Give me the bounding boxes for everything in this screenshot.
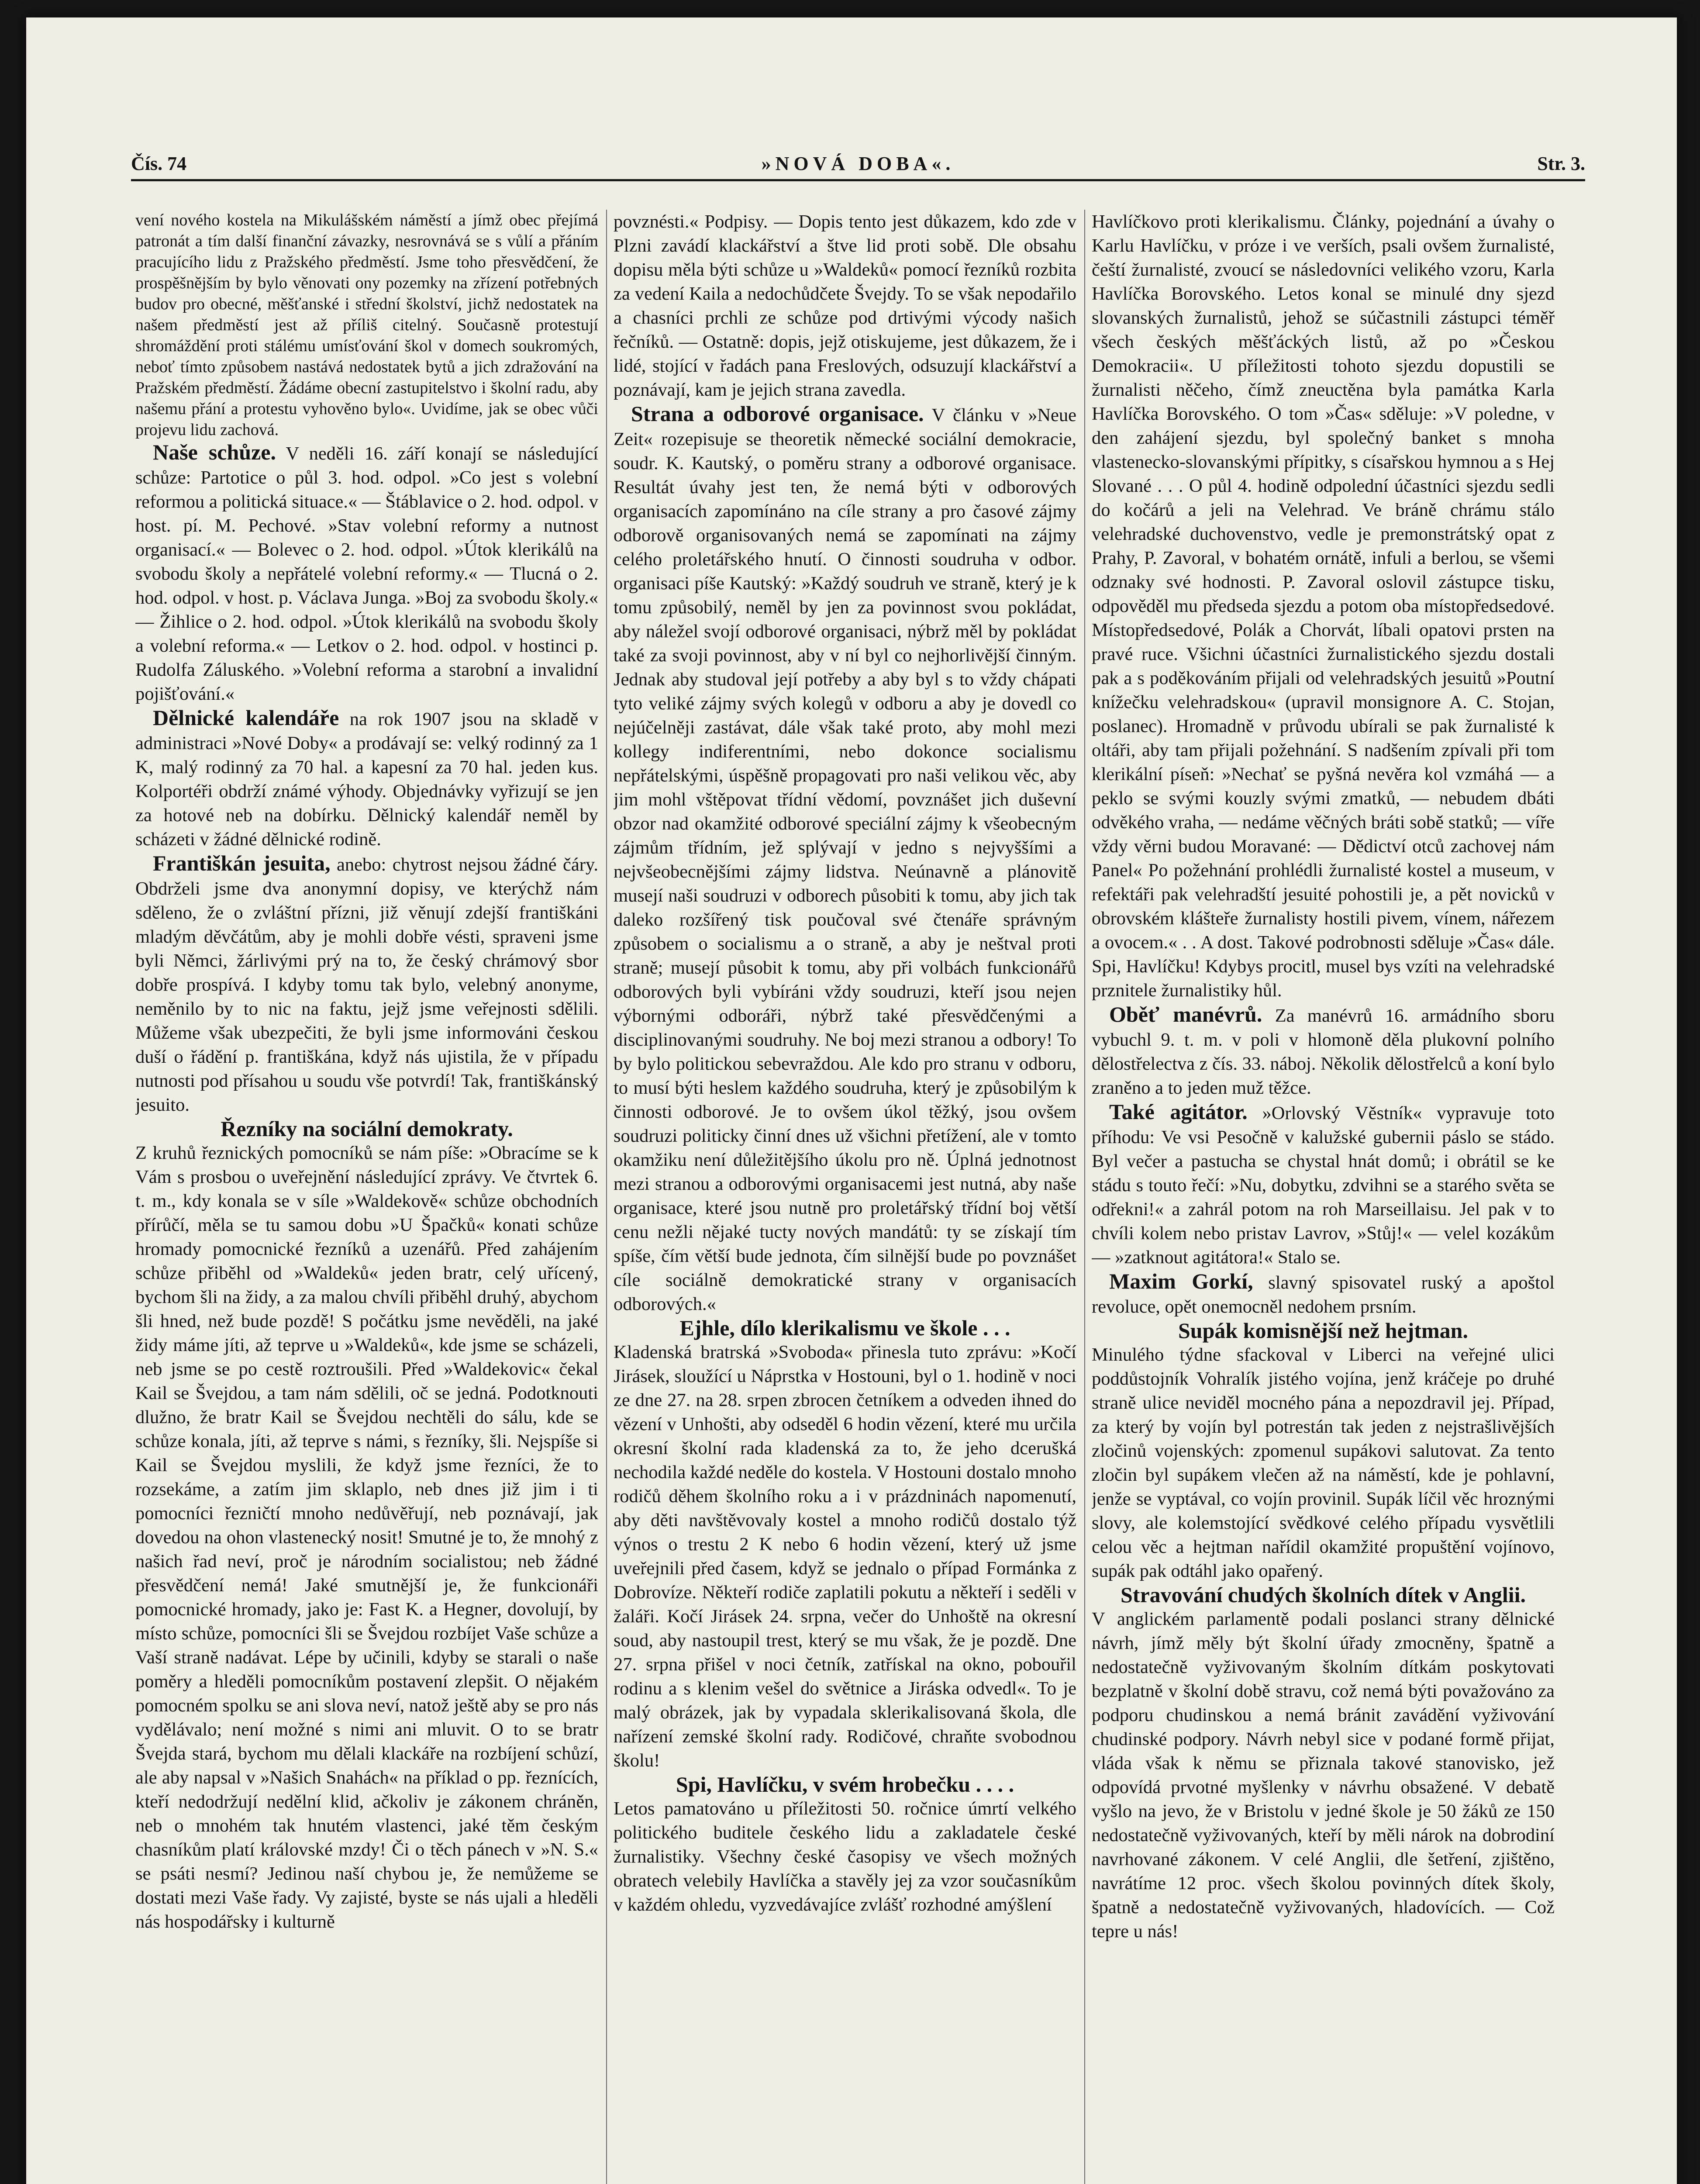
- article-paragraph: [135, 706, 598, 851]
- article-heading: Supák komisnější než hejtman.: [1178, 1318, 1468, 1343]
- article-text: Minulého týdne sfackoval v Liberci na veřejné ulici poddůstojník Vohralík jistého vojína, jenž kráčeje po druhé straně ulice neviděl mocného pána a nepozdravil jej. Případ, za který by vojín byl potrestán tak jeden z nejstrašlivějších zločinů vojenských: zpomenul supákovi salutovat. Za tento zločin byl supákem vlečen až na náměstí, kde je pohlavní, jenže se vyptával, co vojín provinil. Supák líčil věc hroznými slovy, ale kolemstojící svědkové celého případu vysvětlili celou věc a hejtman nařídil okamžité propuštění vojínovo, supák pak odtáhl jako opařený.: [1092, 1344, 1555, 1581]
- article-text: Kladenská bratrská »Svoboda« přinesla tuto zprávu: »Kočí Jirásek, sloužící u Náprstka v Hostouni, byl o 1. hodině v noci ze dne 27. na 28. srpen zbrocen četníkem a odveden ihned do vězení v Unhošti, aby odseděl 6 hodin vězení, které mu určila okresní školní rada kladenská za to, že jeho dcerušká nechodila každé neděle do kostela. V Hostouni dostalo mnoho rodičů děhem školního roku a i v prázdninách napomenutí, aby děti navštěvovaly kostel a mnoho rodičů dostalo týž výnos o trestu 2 K nebo 6 hodin vězení, který už jsme uveřejnili před časem, když se jednalo o případ Formánka z Dobrovíze. Někteří rodiče zaplatili pokutu a někteří i seděli v žaláři. Kočí Jirásek 24. srpna, večer do Unhoště na okresní soud, aby nastoupil trest, který se mu však, že je pozdě. Dne 27. srpna přišel v noci četník, zatřískal na okno, pobouřil rodinu a s klenim vešel do světnice a Jiráska odvedl«. To je malý obrázek, jak by vypadala sklerikalisovaná škola, dle nařízení zemské školní rady. Rodičové, chraňte svobodnou školu!: [614, 1342, 1076, 1771]
- article-paragraph: [1092, 1319, 1555, 1583]
- article-heading: Řezníky na sociální demokraty.: [221, 1116, 513, 1141]
- article-paragraph: [1092, 1100, 1555, 1269]
- article-paragraph: [614, 1316, 1076, 1773]
- article-heading: Františkán jesuita,: [153, 851, 331, 875]
- article-heading: Dělnické kalendáře: [153, 705, 339, 730]
- article-heading: Strana a odborové organisace.: [631, 401, 924, 426]
- column-divider: [1084, 210, 1085, 2184]
- issue-number: Čís. 74: [131, 153, 187, 174]
- article-heading: Naše schůze.: [153, 440, 276, 464]
- article-text: Z kruhů řeznických pomocníků se nám píše: »Obracíme se k Vám s prosbou o uveřejnění následující zprávy. Ve čtvrtek 6. t. m., kdy konala se v síle »Waldekově« schůze obchodních přírůčí, měla se tu samou dobu »U Špačků« konati schůze hromady pomocnické řezníků a uzenářů. Před zahájením schůze přiběhl od »Waldeků« jeden bratr, celý uřícený, bychom šli na židy, a za malou chvíli přiběhl druhý, abychom šli hned, než bude pozdě! S počátku jsme nevěděli, na jaké židy máme jíti, až teprve u »Waldeků«, kde jsme se scházeli, neb jsme se po cestě roztroušili. Před »Waldekovic« čekal Kail se Švejdou, a tam nám sdělili, oč se jedná. Podotknouti dlužno, že bratr Kail se Švejdou nechtěli do sálu, kde se schůze konala, jíti, až teprve s námi, s řezníky, šli. Nejspíše si Kail se Švejdou myslili, že když jsme řezníci, že to rozsekáme, a zatím jim sklaplo, neb dnes již jim i ti pomocníci řezničtí mnoho nedůvěřují, neb poznávají, jak dovedou na ohon vlastenecký nosit! Smutné je to, že mnohý z našich řad neví, proč je národním socialistou; neb žádné přesvědčení nemá! Jaké smutnější je, že funkcionáři pomocnické hromady, jako je: Fast K. a Hegner, dovolují, by místo schůze, pomocníci šli se Švejdou rozbíjet Vaše schůze a Vaší straně nadávat. Lépe by učinili, kdyby se starali o naše poměry a hleděli pomocníkům postavení zlepšit. O nějakém pomocném spolku se ani slova neví, natož ještě aby se pro nás vydělávalo; není možné s nimi ani mluvit. O to se bratr Švejda stará, bychom mu dělali klackáře na rozbíjení schůzí, ale aby napsal v »Našich Snahách« na příklad o pp. řeznících, kteří nedodržují nedělní klid, ačkoliv je zákonem chráněn, neb o mnohém tak hnutém vlastenci, jaké těm českým chasníkům platí královské mzdy! Či o těch pánech v »N. S.« se psáti nesmí? Jedinou naší chybou je, že nemůžeme se dostati mezi Vaše řady. Vy zajisté, byste se nás ujali a hleděli nás hospodářsky i kulturně: [135, 1143, 598, 1932]
- article-text: Za manévrů 16. armádního sboru vybuchl 9. t. m. v poli v hlomoně děla plukovní polního dělostřelectva z čís. 33. náboj. Několik dělostřelců a koní bylo zraněno a to jeden muž těžce.: [1092, 1006, 1555, 1098]
- article-paragraph: [1092, 1269, 1555, 1319]
- article-text: na rok 1907 jsou na skladě v administraci »Nové Doby« a prodávají se: velký rodinný za 1 K, malý rodinný za 70 hal. a kapesní za 70 hal. jeden kus. Kolportéři obdrží známé výhody. Objednávky vyřizují se jen za hotové neb na dobírku. Dělnický kalendář neměl by scházeti v žádné dělnické rodině.: [135, 709, 598, 850]
- article-heading: Spi, Havlíčku, v svém hrobečku . . . .: [676, 1772, 1014, 1797]
- article-paragraph: [1092, 1002, 1555, 1100]
- article-text: V článku v »Neue Zeit« rozepisuje se theoretik německé sociální demokracie, soudr. K. Kautský, o poměru strany a odborové organisace. Resultát úvahy jest ten, že nemá býti v odborových organisacích zapomínáno na cíle strany a pro časové zájmy odborově organisovaných nemá se zapomínati na zájmy celého proletářského hnutí. O činnosti soudruha v odbor. organisaci píše Kautský: »Každý soudruh ve straně, který je k tomu způsobilý, neměl by jen za povinnost svou pokládat, aby náležel svojí odborové organisaci, nýbrž měl by pokládat také za svoji povinnost, aby v ní byl co nejhorlivější činným. Jednak aby studoval její potřeby a aby byl s to vždy chápati tyto veliké zájmy svých kolegů v odboru a aby je dovedl co nejúčelněji zastávat, dále však také proto, aby mohl mezi kollegy indiferentními, nebo dokonce socialismu nepřátelskými, úspěšně propagovati pro naši velikou věc, aby jim mohl vštěpovat třídní vědomí, povznášet jich duševní obzor nad okamžité odborové speciální zájmy k všeobecným zájmům třídním, jež splývají v jedno s nejvyššími a nejvšeobecnějšími zájmy lidstva. Neúnavně a plánovitě musejí naši soudruzi v odborech působiti k tomu, aby jich tak daleko rozšířený tisk poučoval své čtenáře správným způsobem o socialismu a o straně, a aby je neštval proti straně; musejí působit k tomu, aby při volbách funkcionářů odborových byli vybíráni vždy soudruzi, kteří jsou nejen výbornými odboráři, nýbrž také přesvědčenými a disciplinovanými soudruhy. Ne boj mezi stranou a odbory! To by bylo politickou sebevraždou. Ale kdo pro stranu v odboru, to musí býti heslem každého soudruha, který je způsobilým k činnosti odborové. Je to ovšem úkol těžký, jsou ovšem soudruzi politicky činní dnes už všichni přetížení, ale v tomto okamžiku není důležitějšího úkolu pro ně. Úplná jednotnost mezi stranou a odborovými organisacemi jest nutná, aby naše organisace, které jsou nutně pro proletářský třídní boj větší cenu nežli nějaké tucty nových mandátů: ty se získají tím spíše, čím větší bude jednota, čím silnější bude po povznášet cíle sociálně demokratické strany v organisacích odborových.«: [614, 405, 1076, 1314]
- article-heading: Stravování chudých školních dítek v Anglii.: [1120, 1583, 1526, 1607]
- article-text: slavný spisovatel ruský a apoštol revoluce, opět onemocněl nedohem prsním.: [1092, 1272, 1555, 1317]
- article-text: V anglickém parlamentě podali poslanci strany dělnické návrh, jímž měly být školní úřady zmocněny, špatně a nedostatečně vyživovaným školním dítkám poskytovati bezplatně v školní době stravu, což nemá býti považováno za podporu chudinskou a nemá bránit zavádění vyživování chudinské podpory. Návrh nebyl sice v podané formě přijat, vláda však k němu se přiznala takové stanovisko, jež odpovídá prvotné myšlenky v návrhu obsažené. V debatě vyšlo na jevo, že v Bristolu v jedné škole je 50 žáků ze 150 nedostatečně vyživovaných, kteří by měli nárok na dobrodiní navrhované zákonem. V celé Anglii, dle šetření, zjištěno, navrátíme 12 proc. všech školou povinných dítek školy, špatně a nedostatečně vyživovaných, hladovících. — Což tepre u nás!: [1092, 1609, 1555, 1942]
- article-text: povznésti.« Podpisy. — Dopis tento jest důkazem, kdo zde v Plzni zavádí klackářství a štve lid proti sobě. Dle obsahu dopisu měla býti schůze u »Waldeků« pomocí řezníků rozbita za vedení Kaila a nedochůdčete Švejdy. To se však nepodařilo a chasníci prchli ze schůze pod drtivými výcody našich řečníků. — Ostatně: dopis, jejž otiskujeme, jest důkazem, že i lidé, stojící v řadách pana Freslových, odsuzují klackářství a poznávají, kam je jejich strana zavedla.: [614, 211, 1076, 400]
- column-3: [1092, 210, 1555, 2184]
- article-paragraph: [135, 1117, 598, 1934]
- article-text: anebo: chytrost nejsou žádné čáry. Obdrželi jsme dva anonymní dopisy, ve kterýchž nám sděleno, že o zvláštní přízni, již věnují zdejší františkáni mladým děvčátům, aby je mohli dobře vésti, spraveni jsme byli Němci, žárlivými prý na to, že český chrámový sbor dobře prospívá. I kdyby tomu tak bylo, velebný anonyme, neměnilo by to nic na faktu, jejž jsme veřejnosti sdělili. Můžeme však ubezpečiti, že byli jsme informováni českou duší o řádění p. františkána, když nás ujistila, že v případu nutnosti pod přísahou u soudu vše potvrdí! Tak, františkánský jesuito.: [135, 854, 598, 1115]
- page-number: Str. 3.: [1537, 153, 1585, 174]
- article-text: »Orlovský Věstník« vypravuje toto příhodu: Ve vsi Pesočně v kalužské gubernii páslo se stádo. Byl večer a pastucha se chystal hnát domů; i obrátil se ke stádu s touto řečí: »Nu, dobytku, zdvihni se a starého světa se odřekni!« a zahrál potom na roh Marseillaisu. Jel pak v to chvíli kolem nebo pristav Lavrov, »Stůj!« — velel kozákům — »zatknout agitátora!« Stalo se.: [1092, 1103, 1555, 1268]
- article-heading: Také agitátor.: [1109, 1099, 1248, 1124]
- article-text: V neděli 16. září konají se následující schůze: Partotice o půl 3. hod. odpol. »Co jest s volební reformou a politická situace.« — Štáblavice o 2. hod. odpol. v host. pí. M. Pechové. »Stav volební reformy a nutnost organisací.« — Bolevec o 2. hod. odpol. »Útok klerikálů na svobodu školy a nepřátelé volební reformy.« — Tlucná o 2. hod. odpol. v host. p. Václava Junga. »Boj za svobodu školy.« — Žihlice o 2. hod. odpol. »Útok klerikálů na svobodu školy a volební reforma.« — Letkov o 2. hod. odpol. v hostinci p. Rudolfa Záluského. »Volební reforma a starobní a invalidní pojišťování.«: [135, 443, 598, 704]
- column-divider: [606, 210, 607, 2184]
- page-header: [131, 149, 1585, 181]
- article-paragraph: [135, 851, 598, 1117]
- article-heading: Maxim Gorkí,: [1109, 1269, 1253, 1293]
- article-paragraph: [135, 440, 598, 706]
- article-heading: Oběť manévrů.: [1109, 1002, 1262, 1026]
- article-paragraph: [614, 402, 1076, 1316]
- article-text: Letos pamatováno u příležitosti 50. ročnice úmrtí velkého politického buditele českého lidu a zakladatele české žurnalistiky. Všechny české časopisy ve všech možných obratech velebily Havlíčka a stavěly jej za vzor současníkům v každém ohledu, vyzvedávajíce zvlášť rozhodné amýšlení: [614, 1798, 1076, 1915]
- article-paragraph: [614, 1773, 1076, 1917]
- column-1: [135, 210, 598, 2184]
- article-text: Havlíčkovo proti klerikalismu. Články, pojednání a úvahy o Karlu Havlíčku, v próze i ve verších, psali ovšem žurnalisté, čeští žurnalisté, zvoucí se následovníci velikého vzoru, Karla Havlíčka Borovského. Letos konal se minulé dny sjezd slovanských žurnalistů, jehož se súčastnili zástupci téměř všech českých měšťáckých listů, až po »Českou Demokracii«. U příležitosti tohoto sjezdu dopustili se žurnalisti něčeho, čímž zneuctěna byla památka Karla Havlíčka Borovského. O tom »Čas« sděluje: »V poledne, v den zahájení sjezdu, byl společný banket s mnoha vlastenecko-slovanskými přípitky, s císařskou hymnou a s Hej Slované . . . O půl 4. hodině odpolední účastníci sjezdu sedli do kočárů a jeli na Velehrad. Ve bráně chrámu stálo velehradské duchovenstvo, vedle je premonstrátský opat z Prahy, P. Zavoral, v bohatém ornátě, infuli a berlou, se všemi odznaky své hodnosti. P. Zavoral oslovil zástupce tisku, odpověděl mu předseda sjezdu a potom oba místopředsedové. Místopředsedové, Polák a Chorvát, líbali opatovi prsten na pravé ruce. Všichni účastníci žurnalistického sjezdu dostali pak a s poděkováním přijali od velehradských jesuitů »Poutní knížečku velehradskou« (upravil monsignore A. C. Stojan, poslanec). Hromadně v průvodu ubírali se pak žurnalisté k oltáři, aby tam přijali požehnání. S nadšením zpívali při tom klerikální píseň: »Nechať se pyšná nevěra kol vzmáhá — a peklo se svými kouzly svými zmatků, — nebudem dbáti odvěkého vraha, — nedáme věčných bráti sobě statků; — víře vždy věrni budou Moravané: — Dědictví otců zachovej nám Panel« Po požehnání prohlédli žurnalisté kostel a museum, v refektáři pak velehradští jesuité pohostili je, a pět novicků v obrovském klášteře žurnalisty hostili pivem, vínem, nářezem a ovocem.« . . A dost. Takové podrobnosti sděluje »Čas« dále. Spi, Havlíčku! Kdybys procitl, musel bys vzíti na velehradské prznitele žurnalistiky hůl.: [1092, 211, 1555, 1001]
- article-heading: Ejhle, dílo klerikalismu ve škole . . .: [679, 1316, 1010, 1340]
- newspaper-page: [26, 17, 1677, 2184]
- article-paragraph: [1092, 1583, 1555, 1943]
- column-2: [614, 210, 1076, 2184]
- article-text: vení nového kostela na Mikulášském náměstí a jímž obec přejímá patronát a tím další finanční závazky, nesrovnává se s vůlí a přáním pracujícího lidu z Pražského předměstí. Jsme toho přesvědčení, že prospěšnějším by bylo věnovati ony pozemky na zřízení potřebných budov pro obecné, měšťanské i střední školství, jichž nedostatek na našem předměstí jest až příliš citelný. Současně protestují shromáždění proti stálému umísťování škol v domech soukromých, neboť tímto způsobem nastává nedostatek bytů a jich zdražování na Pražském předměstí. Žádáme obecní zastupitelstvo i školní radu, aby našemu přání a protestu vyhověno bylo«. Uvidíme, jak se obec vůči projevu lidu zachová.: [135, 211, 598, 439]
- newspaper-title: »NOVÁ DOBA«.: [761, 153, 955, 174]
